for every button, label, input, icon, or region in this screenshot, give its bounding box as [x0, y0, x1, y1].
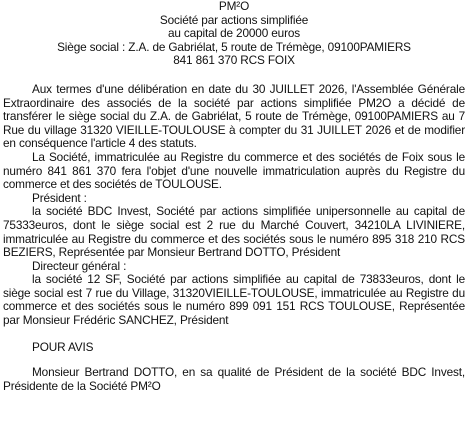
company-rcs-number: 841 861 370 RCS FOIX	[173, 53, 295, 68]
registration-paragraph: La Société, immatriculée au Registre du commerce et des sociétés de Foix sous le numéro 841 861 370 fera l'objet d'une nouvelle immatriculation auprès du Registre du commerce et des sociétés de TOULOUSE.	[3, 149, 465, 192]
president-label: Président :	[32, 190, 87, 205]
director-label: Directeur général :	[32, 258, 127, 273]
director-details: la société 12 SF, Société par actions simplifiée au capital de 73833euros, dont le siège social est 7 rue du Village, 31320VIEILLE-TOULOUSE, immatriculée au Registre du commerce et des sociétés sous le numéro 899 091 151 RCS TOULOUSE, Représentée par Monsieur Frédéric SANCHEZ, Président	[3, 272, 465, 328]
company-legal-form: Société par actions simplifiée	[159, 12, 309, 27]
president-details: la société BDC Invest, Société par actions simplifiée unipersonnelle au capital de 75333euros, dont le siège social est 2 rue du Marché Couvert, 34210LA LIVINIERE, immatriculée au Registre du commerce et des sociétés sous le numéro 895 318 210 RCS BEZIERS, Représentée par Monsieur Bertrand DOTTO, Président	[3, 204, 465, 260]
company-name: PM²O	[218, 0, 250, 13]
pour-avis-label: POUR AVIS	[32, 339, 94, 354]
signature-paragraph: Monsieur Bertrand DOTTO, en sa qualité de Président de la société BDC Invest, Présidente de la Société PM²O	[3, 365, 465, 393]
notice-header	[3, 0, 465, 68]
transfer-paragraph: Aux termes d'une délibération en date du 30 JUILLET 2026, l'Assemblée Générale Extraordinaire des associés de la société par actions simplifiée PM2O a décidé de transférer le siège social du Z.A. de Gabriélat, 5 route de Trémège, 09100PAMIERS au 7 Rue du village 31320 VIEILLE-TOULOUSE à compter du 31 JUILLET 2026 et de modifier en conséquence l'article 4 des statuts.	[3, 81, 465, 151]
company-capital: au capital de 20000 euros	[167, 26, 301, 41]
company-registered-office: Siège social : Z.A. de Gabriélat, 5 route de Trémège, 09100PAMIERS	[57, 39, 411, 54]
